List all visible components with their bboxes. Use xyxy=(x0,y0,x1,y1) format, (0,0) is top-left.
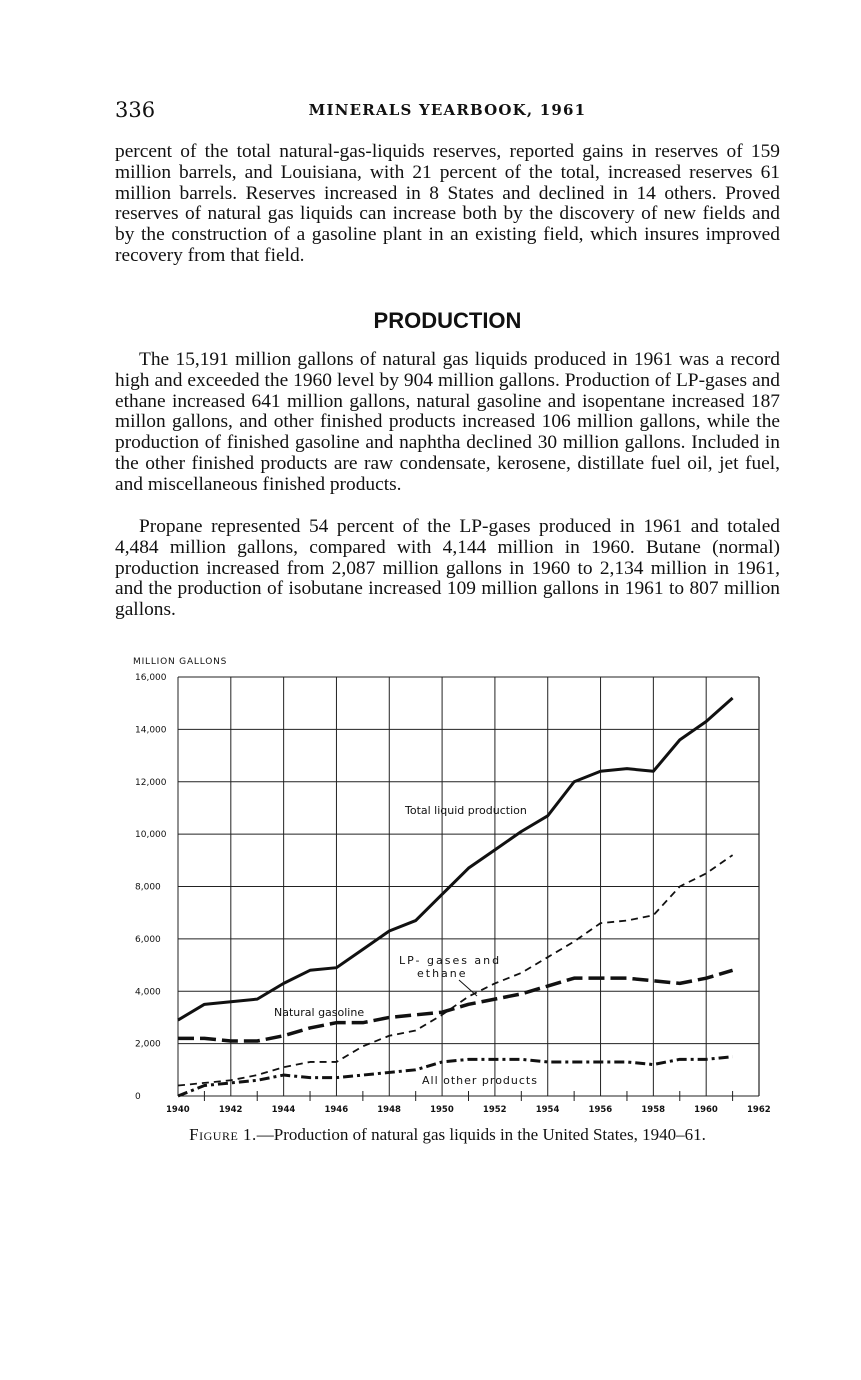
x-tick-label: 1962 xyxy=(747,1105,771,1115)
x-tick-label: 1950 xyxy=(430,1105,454,1115)
annotation-total-liquid-production: Total liquid production xyxy=(405,804,527,817)
y-tick-label: 8,000 xyxy=(135,882,161,893)
y-tick-label: 16,000 xyxy=(135,673,167,683)
annotation-lp-gases-line1: LP- gases and xyxy=(399,954,502,967)
figure-label: Figure 1. xyxy=(189,1125,257,1144)
x-tick-label: 1944 xyxy=(271,1105,296,1115)
page-header xyxy=(115,98,780,122)
x-tick-label: 1942 xyxy=(218,1105,243,1115)
annotation-lp-gases-pointer xyxy=(459,980,477,996)
y-tick-label: 12,000 xyxy=(135,777,167,788)
paragraph-propane: Propane represented 54 percent of the LP-gases produced in 1961 and totaled 4,484 million gallons, compared with 4,144 million in 1960. Butane (normal) production increased from 2,087 million gallons in 1960 to 2,134 million in 1961, and the production of isobutane increased 109 million gallons in 1961 to 807 million gallons. xyxy=(115,516,780,621)
grid xyxy=(178,677,759,1101)
figure-caption-text: —Production of natural gas liquids in the United States, 1940–61. xyxy=(256,1125,706,1144)
x-tick-label: 1960 xyxy=(694,1105,718,1115)
x-tick-labels xyxy=(166,1105,771,1115)
section-title: PRODUCTION xyxy=(373,308,522,333)
x-tick-label: 1946 xyxy=(324,1105,349,1115)
x-tick-label: 1956 xyxy=(588,1105,613,1115)
x-tick-label: 1958 xyxy=(641,1105,666,1115)
paragraph-production: The 15,191 million gallons of natural gas liquids produced in 1961 was a record high and exceeded the 1960 level by 904 million gallons. Production of LP-gases and ethane increased 641 million gallons, natural gasoline and isopentane increased 187 millon gallons, and other finished products increased 106 million gallons, while the production of finished gasoline and naphtha declined 30 million gallons. Included in the other finished products are raw condensate, kerosene, distillate fuel oil, jet fuel, and miscellaneous finished products. xyxy=(115,349,780,495)
y-tick-label: 6,000 xyxy=(135,934,161,945)
y-tick-label: 4,000 xyxy=(135,987,161,998)
production-line-chart xyxy=(125,650,775,1120)
y-tick-label: 2,000 xyxy=(135,1039,161,1050)
y-tick-label: 14,000 xyxy=(135,725,167,736)
figure-caption xyxy=(115,1125,780,1145)
annotation-natural-gasoline: Natural gasoline xyxy=(274,1006,365,1019)
x-tick-label: 1952 xyxy=(482,1105,507,1115)
annotation-lp-gases-line2: ethane xyxy=(417,967,468,980)
series-lines xyxy=(178,698,733,1096)
paragraph-reserves: percent of the total natural-gas-liquids reserves, reported gains in reserves of 159 million barrels, and Louisiana, with 21 percent of the total, increased reserves 61 million barrels. Reserves increased in 8 States and declined in 14 others. Proved reserves of natural gas liquids can increase both by the discovery of new fields and by the construction of a gasoline plant in an existing field, which insures improved recovery from that field. xyxy=(115,141,780,266)
y-tick-labels xyxy=(135,673,167,1102)
running-head: MINERALS YEARBOOK, 1961 xyxy=(308,101,587,119)
y-tick-label: 0 xyxy=(135,1092,141,1102)
x-tick-label: 1954 xyxy=(535,1105,560,1115)
y-axis-label: MILLION GALLONS xyxy=(133,657,228,667)
x-tick-label: 1948 xyxy=(377,1105,401,1115)
page-number: 336 xyxy=(115,98,156,122)
y-tick-label: 10,000 xyxy=(135,830,167,841)
x-tick-label: 1940 xyxy=(166,1105,190,1115)
annotation-all-other-products: All other products xyxy=(422,1074,538,1087)
